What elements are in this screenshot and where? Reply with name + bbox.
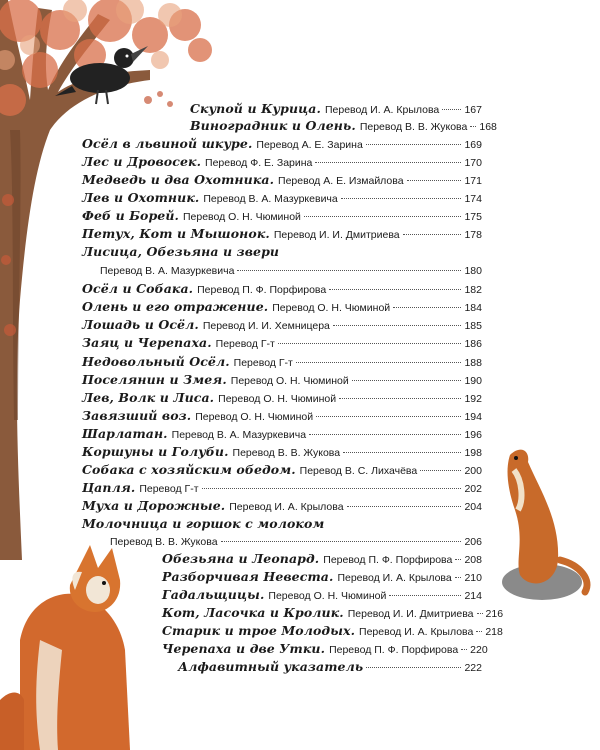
- leader-dots: [420, 470, 461, 471]
- page-number: 218: [485, 626, 503, 638]
- toc-entry: [82, 515, 482, 533]
- toc-entry: [190, 117, 497, 135]
- toc-entry: [82, 298, 482, 316]
- page-number: 175: [464, 211, 482, 223]
- page-number: 178: [464, 229, 482, 241]
- translator-credit: Перевод В. В. Жукова: [359, 121, 468, 133]
- toc-entry: [110, 533, 482, 551]
- leader-dots: [333, 325, 462, 326]
- page-number: 220: [470, 644, 488, 656]
- translator-credit: Перевод А. Е. Измайлова: [278, 175, 404, 187]
- translator-credit: Перевод П. Ф. Порфирова: [329, 644, 459, 656]
- fable-title: Шарлатан.: [82, 426, 168, 441]
- leader-dots: [352, 380, 462, 381]
- leader-dots: [389, 595, 461, 596]
- toc-entry: [82, 316, 482, 334]
- toc-entry: [82, 407, 482, 425]
- toc-entry: [82, 443, 482, 461]
- toc-entry: [162, 640, 488, 658]
- fable-title: Цапля.: [82, 480, 136, 495]
- toc-entry: [82, 425, 482, 443]
- page-number: 171: [464, 175, 482, 187]
- leader-dots: [366, 144, 462, 145]
- page-number: 192: [464, 393, 482, 405]
- fable-title: Недовольный Осёл.: [82, 354, 230, 369]
- leader-dots: [316, 416, 461, 417]
- toc-entry: [82, 389, 482, 407]
- toc-entry: [82, 371, 482, 389]
- page-number: 222: [464, 662, 482, 674]
- leader-dots: [315, 162, 461, 163]
- fable-title: Лошадь и Осёл.: [82, 317, 199, 332]
- page-number: 174: [464, 193, 482, 205]
- translator-credit: Перевод А. Е. Зарина: [256, 139, 363, 151]
- leader-dots: [366, 667, 461, 668]
- leader-dots: [461, 649, 467, 650]
- translator-credit: Перевод И. А. Крылова: [229, 501, 344, 513]
- fable-title: Осёл и Собака.: [82, 281, 194, 296]
- leader-dots: [407, 180, 462, 181]
- leader-dots: [339, 398, 461, 399]
- translator-credit: Перевод П. Ф. Порфирова: [323, 554, 453, 566]
- page-number: 210: [464, 572, 482, 584]
- toc-entry: [162, 622, 503, 640]
- translator-credit: Перевод И. А. Крылова: [324, 104, 440, 116]
- leader-dots: [343, 452, 461, 453]
- page-number: 206: [464, 536, 482, 548]
- toc-entry: [82, 280, 482, 298]
- toc-entry: [190, 100, 482, 118]
- toc-entry: [162, 604, 504, 622]
- toc-entry: [82, 207, 482, 225]
- leader-dots: [442, 109, 461, 110]
- translator-credit: Перевод В. В. Жукова: [232, 447, 341, 459]
- page-number: 186: [464, 338, 482, 350]
- leader-dots: [477, 613, 483, 614]
- translator-credit: Перевод О. Н. Чюминой: [268, 590, 387, 602]
- fable-title: Медведь и два Охотника.: [82, 172, 275, 187]
- translator-credit: Перевод О. Н. Чюминой: [272, 302, 391, 314]
- fable-title: Поселянин и Змея.: [82, 372, 227, 387]
- page-number: 180: [464, 265, 482, 277]
- page-number: 182: [464, 284, 482, 296]
- toc-entry: [82, 461, 482, 479]
- fable-title: Лев, Волк и Лиса.: [82, 390, 215, 405]
- fable-title: Феб и Борей.: [82, 208, 179, 223]
- translator-credit: Перевод И. И. Дмитриева: [273, 229, 400, 241]
- fable-title: Коршуны и Голуби.: [82, 444, 229, 459]
- leader-dots: [393, 307, 461, 308]
- fable-title: Лес и Дровосек.: [82, 154, 202, 169]
- leader-dots: [455, 559, 461, 560]
- leader-dots: [476, 631, 482, 632]
- translator-credit: Перевод П. Ф. Порфирова: [197, 284, 327, 296]
- translator-credit: Перевод И. И. Хемницера: [202, 320, 330, 332]
- translator-credit: Перевод В. С. Лихачёва: [299, 465, 418, 477]
- leader-dots: [237, 270, 461, 271]
- toc-entry: [82, 135, 482, 153]
- fable-title: Гадальщицы.: [162, 587, 265, 602]
- fable-title: Алфавитный указатель: [178, 659, 364, 674]
- page-number: 204: [464, 501, 482, 513]
- toc-entry: [82, 153, 482, 171]
- page-number: 184: [464, 302, 482, 314]
- fable-title: Обезьяна и Леопард.: [162, 551, 320, 566]
- fable-title: Завязший воз.: [82, 408, 192, 423]
- page-number: 202: [464, 483, 482, 495]
- page-number: 168: [479, 121, 497, 133]
- translator-credit: Перевод В. В. Жукова: [110, 536, 218, 548]
- page-number: 188: [464, 357, 482, 369]
- toc-entry: [100, 262, 482, 280]
- toc-entry: [162, 586, 482, 604]
- translator-credit: Перевод И. И. Дмитриева: [347, 608, 474, 620]
- toc-entry: [82, 189, 482, 207]
- page-number: 169: [464, 139, 482, 151]
- translator-credit: Перевод И. А. Крылова: [337, 572, 452, 584]
- page-number: 214: [464, 590, 482, 602]
- leader-dots: [455, 577, 462, 578]
- toc-entry: [162, 550, 482, 568]
- toc-entry: [82, 334, 482, 352]
- page-number: 194: [464, 411, 482, 423]
- page-number: 196: [464, 429, 482, 441]
- toc-entry: [82, 243, 482, 261]
- fable-title: Лисица, Обезьяна и звери: [82, 244, 280, 259]
- leader-dots: [329, 289, 461, 290]
- translator-credit: Перевод Г-т: [233, 357, 293, 369]
- translator-credit: Перевод В. А. Мазуркевича: [203, 193, 338, 205]
- leader-dots: [403, 234, 462, 235]
- translator-credit: Перевод В. А. Мазуркевича: [171, 429, 307, 441]
- toc-entry: [82, 479, 482, 497]
- translator-credit: Перевод Ф. Е. Зарина: [205, 157, 313, 169]
- leader-dots: [221, 541, 462, 542]
- fable-title: Заяц и Черепаха.: [82, 335, 212, 350]
- page-number: 167: [464, 104, 482, 116]
- leader-dots: [304, 216, 462, 217]
- page-number: 190: [464, 375, 482, 387]
- page-number: 198: [464, 447, 482, 459]
- translator-credit: Перевод Г-т: [139, 483, 199, 495]
- leader-dots: [296, 362, 462, 363]
- leader-dots: [347, 506, 462, 507]
- fable-title: Разборчивая Невеста.: [162, 569, 334, 584]
- fable-title: Виноградник и Олень.: [190, 118, 356, 133]
- translator-credit: Перевод О. Н. Чюминой: [195, 411, 314, 423]
- leader-dots: [341, 198, 462, 199]
- page-number: 216: [485, 608, 504, 620]
- toc-entry: [82, 353, 482, 371]
- leader-dots: [309, 434, 461, 435]
- fable-title: Осёл в львиной шкуре.: [82, 136, 253, 151]
- toc-entry: [178, 658, 482, 676]
- toc-entry: [82, 497, 482, 515]
- fable-title: Лев и Охотник.: [82, 190, 200, 205]
- translator-credit: Перевод О. Н. Чюминой: [182, 211, 301, 223]
- translator-credit: Перевод О. Н. Чюминой: [230, 375, 349, 387]
- toc-entry: [162, 568, 482, 586]
- leader-dots: [202, 488, 462, 489]
- translator-credit: Перевод И. А. Крылова: [359, 626, 474, 638]
- translator-credit: Перевод О. Н. Чюминой: [218, 393, 337, 405]
- page-number: 170: [464, 157, 482, 169]
- fable-title: Петух, Кот и Мышонок.: [82, 226, 270, 241]
- page-number: 200: [464, 465, 482, 477]
- fable-title: Кот, Ласочка и Кролик.: [162, 605, 344, 620]
- fable-title: Олень и его отражение.: [82, 299, 269, 314]
- translator-credit: Перевод В. А. Мазуркевича: [100, 265, 235, 277]
- page-number: 208: [464, 554, 482, 566]
- fable-title: Скупой и Курица.: [190, 101, 321, 116]
- fable-title: Муха и Дорожные.: [82, 498, 226, 513]
- fable-title: Старик и трое Молодых.: [162, 623, 356, 638]
- leader-dots: [470, 126, 476, 127]
- toc-entry: [82, 171, 482, 189]
- fable-title: Молочница и горшок с молоком: [82, 516, 325, 531]
- toc-entry: [82, 225, 482, 243]
- page-number: 185: [464, 320, 482, 332]
- fable-title: Черепаха и две Утки.: [162, 641, 326, 656]
- translator-credit: Перевод Г-т: [215, 338, 275, 350]
- fable-title: Собака с хозяйским обедом.: [82, 462, 296, 477]
- leader-dots: [278, 343, 462, 344]
